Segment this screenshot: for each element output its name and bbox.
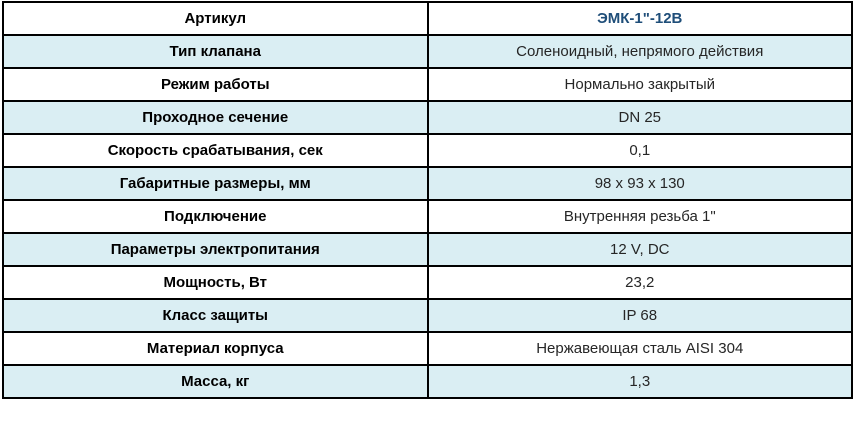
- spec-label-operating-mode: Режим работы: [3, 68, 428, 101]
- spec-label-valve-type: Тип клапана: [3, 35, 428, 68]
- spec-value-dimensions: 98 х 93 х 130: [428, 167, 853, 200]
- table-row-dimensions: [3, 167, 852, 200]
- spec-value-power-watts: 23,2: [428, 266, 853, 299]
- table-row-body-material: [3, 332, 852, 365]
- spec-value-article: ЭМК-1"-12В: [428, 2, 853, 35]
- spec-label-power-watts: Мощность, Вт: [3, 266, 428, 299]
- spec-label-power-supply: Параметры электропитания: [3, 233, 428, 266]
- spec-value-valve-type: Соленоидный, непрямого действия: [428, 35, 853, 68]
- spec-label-dimensions: Габаритные размеры, мм: [3, 167, 428, 200]
- spec-value-response-speed: 0,1: [428, 134, 853, 167]
- spec-label-connection: Подключение: [3, 200, 428, 233]
- table-row-bore-section: [3, 101, 852, 134]
- spec-label-body-material: Материал корпуса: [3, 332, 428, 365]
- spec-label-response-speed: Скорость срабатывания, сек: [3, 134, 428, 167]
- table-row-response-speed: [3, 134, 852, 167]
- table-row-operating-mode: [3, 68, 852, 101]
- table-row-valve-type: [3, 35, 852, 68]
- spec-value-operating-mode: Нормально закрытый: [428, 68, 853, 101]
- spec-value-body-material: Нержавеющая сталь AISI 304: [428, 332, 853, 365]
- table-row-weight: [3, 365, 852, 398]
- spec-value-connection: Внутренняя резьба 1": [428, 200, 853, 233]
- spec-label-protection-class: Класс защиты: [3, 299, 428, 332]
- spec-value-bore-section: DN 25: [428, 101, 853, 134]
- table-row-power-supply: [3, 233, 852, 266]
- spec-label-bore-section: Проходное сечение: [3, 101, 428, 134]
- table-row-connection: [3, 200, 852, 233]
- spec-value-weight: 1,3: [428, 365, 853, 398]
- spec-label-weight: Масса, кг: [3, 365, 428, 398]
- table-row-power-watts: [3, 266, 852, 299]
- spec-value-protection-class: IP 68: [428, 299, 853, 332]
- spec-table: [2, 1, 853, 399]
- spec-label-article: Артикул: [3, 2, 428, 35]
- spec-table-body: [3, 2, 852, 398]
- spec-value-power-supply: 12 V, DC: [428, 233, 853, 266]
- table-row-protection-class: [3, 299, 852, 332]
- table-row-article: [3, 2, 852, 35]
